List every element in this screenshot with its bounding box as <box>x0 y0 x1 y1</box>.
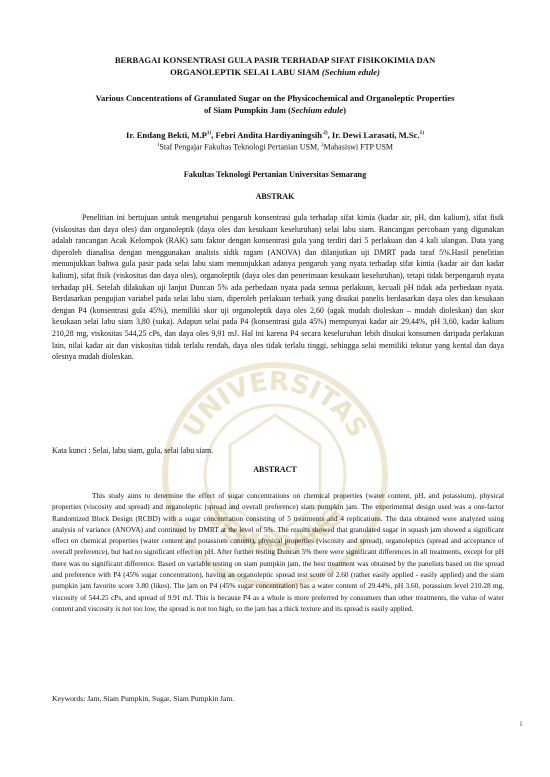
title-en-line-2: of Siam Pumpkin Jam (Sechium edule) <box>203 105 347 115</box>
title-indonesian <box>40 54 510 78</box>
keywords: Keywords: Jam, Siam Pumpkin, Sugar, Siam Pumpkin Jam. <box>52 694 235 703</box>
author-list: Ir. Endang Bekti, $M.P^{1)}$, Febri Andita Hardiyaningsih $^{2)}$, Ir. Dewi Larasati, M.Sc.$^{1)}$ <box>126 129 424 140</box>
title-en-scientific-name: Sechium edule <box>290 105 344 115</box>
kata-kunci: Kata kunci : Selai, labu siam, gula, selai labu siam. <box>52 446 214 455</box>
page-number: i <box>520 720 522 728</box>
author-1: Ir. Endang Bekti, M.P <box>126 129 207 140</box>
abstract-body: This study aims to determine the effect of sugar concentrations on chemical properties (water content, pH, and potassium), physical properties (viscosity and spread) and organoleptic (spread and overall preference) siam pumpkin jam. The experimental design used was a one-factor Randomized Block Design (RCBD) with a sugar concentration consisting of 5 treatments and 4 replications. The data obtained were analyzed using analysis of variance (ANOVA) and continued by DMRT at the level of 5%. The results showed that granulated sugar in squash jam showed a significant effect on chemical properties (water content and potassium content), physical properties (viscosity and spread), organoleptics (spread and acceptance of overall preference), but had no significant effect on pH. After further testing Duncan 5% there were significant differences in all treatments, except for pH there was no significant difference. Based on variable testing on siam pumpkin jam, the best treatment was obtained by the panelists based on the spread and preference with P4 (45% sugar concentration), having an organoleptic spread test score of 2.60 (rather easily applied - easily applied) and the siam pumpkin jam favorite score 3.80 (likes). The jam on P4 (45% sugar concentration) has a water content of 29.44%, pH 3.60, potassium level 210.28 mg, viscosity of 544.25 cPs, and spread of 9.91 mJ. This is because P4 as a whole is more preferred by consumers than other treatments, the value of water content and viscosity is not too low, the spread is not too high, so the jam has a thick texture and its spread is easily applied. <box>52 491 504 613</box>
title-id-line-1: BERBAGAI KONSENTRASI GULA PASIR TERHADAP SIFAT FISIKOKIMIA DAN <box>114 55 436 65</box>
abstrak-body: Penelitian ini bertujuan untuk mengetahui pengaruh konsentrasi gula terhadap sifat kimia (kadar air, pH, dan kalium), sifat fisik (viskositas dan daya oles) dan organoleptik (daya oles dan kesukaan keseluruhan) selai labu siam. Rancangan percobaan yang digunakan adalah rancangan Acak Kelompok (RAK) satu faktor dengan konsentrasi gula yang terdiri dari 5 perlakuan dan 4 kali ulangan. Data yang diperoleh dianalisa dengan menggunakan analisis sidik ragam (ANOVA) dan dilanjutkan uji DMRT pada taraf 5%.Hasil penelitian menunjukkan bahwa gula pasir pada selai labu siam menunjukkan adanya pengaruh yang nyata terhadap sifat kimia (kadar air dan kadar kalium), sifat fisik (viskositas dan daya oles), organoleptik (daya oles dan penerimaan kesukaan keseluruhan), tetapi tidak berpengaruh nyata terhadap pH. Setelah dilakukan uji lanjut Duncan 5% ada perbedaan nyata pada semua perlakuan, kecuali pH tidak ada perbedaan nyata. Berdasarkan pengujian variabel pada selai labu siam, diperoleh perlakuan terbaik yang disukai panelis berdasarkan daya oles dan kesukaan dengan P4 (konsentrasi gula 45%), memiliki skor uji organoleptik daya oles 2,60 (agak mudah dioleskan – mudah dioleskan) dan skor kesukaan selai labu siam 3,80 (suka). Adapun selai pada P4 (konsentrasi gula 45%) mempunyai kadar air 29,44%, pH 3,60, kadar kalium 210,28 mg, viskositas 544,25 cPs, dan daya oles 9,91 mJ. Hal ini karena P4 secara keseluruhan lebih disukai konsumen daripada perlakuan lain, nilai kadar air dan viskositas tidak terlalu rendah, daya oles tidak terlalu tinggi, sehingga selai memiliki tekstur yang kental dan daya olesnya mudah dioleskan. <box>52 213 504 362</box>
seal-top-text: UNIVERSITAS <box>177 366 373 443</box>
author-3: , Ir. Dewi Larasati, M.Sc. <box>327 129 420 140</box>
title-english <box>40 92 510 116</box>
faculty-name: Fakultas Teknologi Pertanian Universitas Semarang <box>183 170 367 179</box>
title-id-line-2: ORGANOLEPTIK SELAI LABU SIAM (Sechium edule) <box>170 67 380 77</box>
abstrak-heading: ABSTRAK <box>255 192 295 201</box>
author-2: , Febri Andita Hardiyaningsih <box>211 129 322 140</box>
title-id-scientific-name: (Sechium edule) <box>321 67 380 77</box>
affiliation: $^1$Staf Pengajar Fakultas Teknologi Pertanian USM, $^2$Mahasiswi FTP USM <box>156 142 394 152</box>
title-en-line-1: Various Concentrations of Granulated Sugar on the Physicochemical and Organoleptic Properties <box>95 93 455 103</box>
seal-bottom-text: SEMARANG <box>199 501 351 562</box>
abstract-heading: ABSTRACT <box>253 465 297 474</box>
